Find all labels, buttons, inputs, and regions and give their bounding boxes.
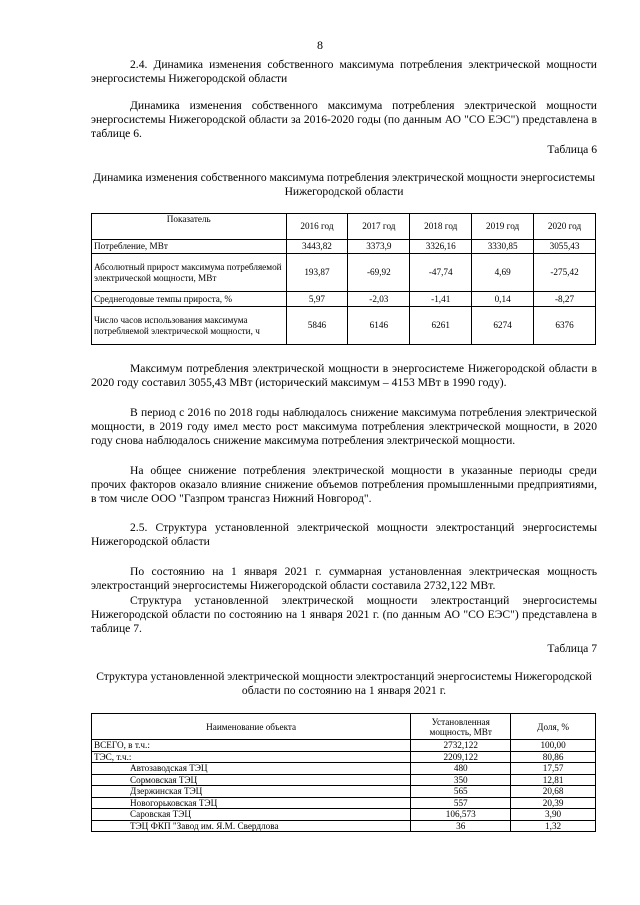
table-cell: 5846 [286, 307, 348, 345]
table-cell: -69,92 [348, 254, 410, 292]
table-cell: 350 [411, 774, 511, 786]
paragraph-max-load: Максимум потребления электрической мощности в энергосистеме Нижегородской области в 2020 году составил 3055,43 МВт (исторический максимум – 4153 МВт в 1990 году). [91, 362, 597, 390]
section-2-4-intro: Динамика изменения собственного максимума потребления электрической мощности энергосистемы Нижегородской области за 2016-2020 годы (по данным АО "СО ЕЭС") представлена в таблице 6. [91, 99, 597, 141]
table-cell: 1,32 [511, 820, 596, 832]
table-cell: -1,41 [410, 292, 472, 307]
table-cell: 100,00 [511, 740, 596, 752]
table-row [92, 714, 596, 740]
table-cell: 2209,122 [411, 751, 511, 763]
table-cell: 557 [411, 797, 511, 809]
table-row [92, 740, 596, 752]
table-cell: 6261 [410, 307, 472, 345]
table-cell: Дзержинская ТЭЦ [92, 786, 411, 798]
table-cell: Автозаводская ТЭЦ [92, 763, 411, 775]
table-cell: 106,573 [411, 809, 511, 821]
table-row [92, 254, 596, 292]
table-cell: -8,27 [534, 292, 596, 307]
table-row [92, 809, 596, 821]
paragraph-dynamics: В период с 2016 по 2018 годы наблюдалось снижение максимума потребления электрической мощности, в 2019 году имел место рост максимума потребления электрической мощности, в 2020 году снова наблюдалось снижение максимума потребления электрической мощности. [91, 406, 597, 448]
table-6-title: Динамика изменения собственного максимума потребления электрической мощности энергосистемы Нижегородской области [92, 171, 596, 199]
table-row [92, 774, 596, 786]
table-cell: 565 [411, 786, 511, 798]
table-cell: -275,42 [534, 254, 596, 292]
table-cell: 3330,85 [472, 240, 534, 254]
table-header-cell: 2020 год [534, 214, 596, 240]
table-cell: 4,69 [472, 254, 534, 292]
table-row [92, 763, 596, 775]
table-cell: Саровская ТЭЦ [92, 809, 411, 821]
table-row [92, 240, 596, 254]
table-cell: 20,39 [511, 797, 596, 809]
table-header-cell: 2018 год [410, 214, 472, 240]
table-cell: 5,97 [286, 292, 348, 307]
table-cell: 12,81 [511, 774, 596, 786]
table-header-cell: Наименование объекта [92, 714, 411, 740]
table-cell: 3,90 [511, 809, 596, 821]
table-cell: 3055,43 [534, 240, 596, 254]
table-cell: 20,68 [511, 786, 596, 798]
table-cell: 3326,16 [410, 240, 472, 254]
table-cell: 6376 [534, 307, 596, 345]
table-7-title: Структура установленной электрической мощности электростанций энергосистемы Нижегородской области по состоянию на 1 января 2021 г. [96, 670, 592, 698]
table-cell: ТЭЦ ФКП "Завод им. Я.М. Свердлова [92, 820, 411, 832]
section-2-4-heading: 2.4. Динамика изменения собственного максимума потребления электрической мощности энергосистемы Нижегородской области [91, 58, 597, 86]
table-cell: Число часов использования максимума потребляемой электрической мощности, ч [92, 307, 287, 345]
table-row [92, 797, 596, 809]
table-header-cell: 2016 год [286, 214, 348, 240]
table-header-cell: 2017 год [348, 214, 410, 240]
table-cell: Потребление, МВт [92, 240, 287, 254]
table-cell: Новогорьковская ТЭЦ [92, 797, 411, 809]
table-row [92, 820, 596, 832]
table-row [92, 307, 596, 345]
section-2-5-p2: Структура установленной электрической мощности электростанций энергосистемы Нижегородской области по состоянию на 1 января 2021 г. (по данным АО "СО ЕЭС") представлена в таблице 7. [91, 594, 597, 636]
table-cell: ВСЕГО, в т.ч.: [92, 740, 411, 752]
table-cell: 3373,9 [348, 240, 410, 254]
table-header-cell: Доля, % [511, 714, 596, 740]
table-cell: -2,03 [348, 292, 410, 307]
table-row [92, 786, 596, 798]
table-cell: 6146 [348, 307, 410, 345]
section-2-5-p1: По состоянию на 1 января 2021 г. суммарная установленная электрическая мощность электростанций энергосистемы Нижегородской области составила 2732,122 МВт. [91, 565, 597, 593]
table-cell: 36 [411, 820, 511, 832]
table-cell: ТЭС, т.ч.: [92, 751, 411, 763]
table-cell: 80,86 [511, 751, 596, 763]
table-cell: Среднегодовые темпы прироста, % [92, 292, 287, 307]
table-cell: 3443,82 [286, 240, 348, 254]
table-cell: 193,87 [286, 254, 348, 292]
paragraph-factors: На общее снижение потребления электрической мощности в указанные периоды среди прочих факторов оказало влияние снижение объемов потребления промышленными предприятиями, в том числе ООО "Газпром трансгаз Нижний Новгород". [91, 464, 597, 506]
table-cell: Сормовская ТЭЦ [92, 774, 411, 786]
table-cell: 0,14 [472, 292, 534, 307]
section-2-5-heading: 2.5. Структура установленной электрической мощности электростанций энергосистемы Нижегородской области [91, 521, 597, 549]
table-cell: Абсолютный прирост максимума потребляемой электрической мощности, МВт [92, 254, 287, 292]
table-cell: 480 [411, 763, 511, 775]
table-header-cell: Установленная мощность, МВт [411, 714, 511, 740]
table-header-cell: 2019 год [472, 214, 534, 240]
table-7 [91, 713, 596, 832]
table-cell: 2732,122 [411, 740, 511, 752]
table-row [92, 751, 596, 763]
table-cell: 6274 [472, 307, 534, 345]
table-6 [91, 213, 596, 345]
table-cell: 17,57 [511, 763, 596, 775]
table-6-label: Таблица 6 [547, 143, 597, 156]
table-cell: -47,74 [410, 254, 472, 292]
table-row [92, 292, 596, 307]
table-header-cell: Показатель [92, 214, 287, 240]
table-7-label: Таблица 7 [547, 642, 597, 655]
page-number: 8 [317, 38, 323, 52]
table-row [92, 214, 596, 240]
